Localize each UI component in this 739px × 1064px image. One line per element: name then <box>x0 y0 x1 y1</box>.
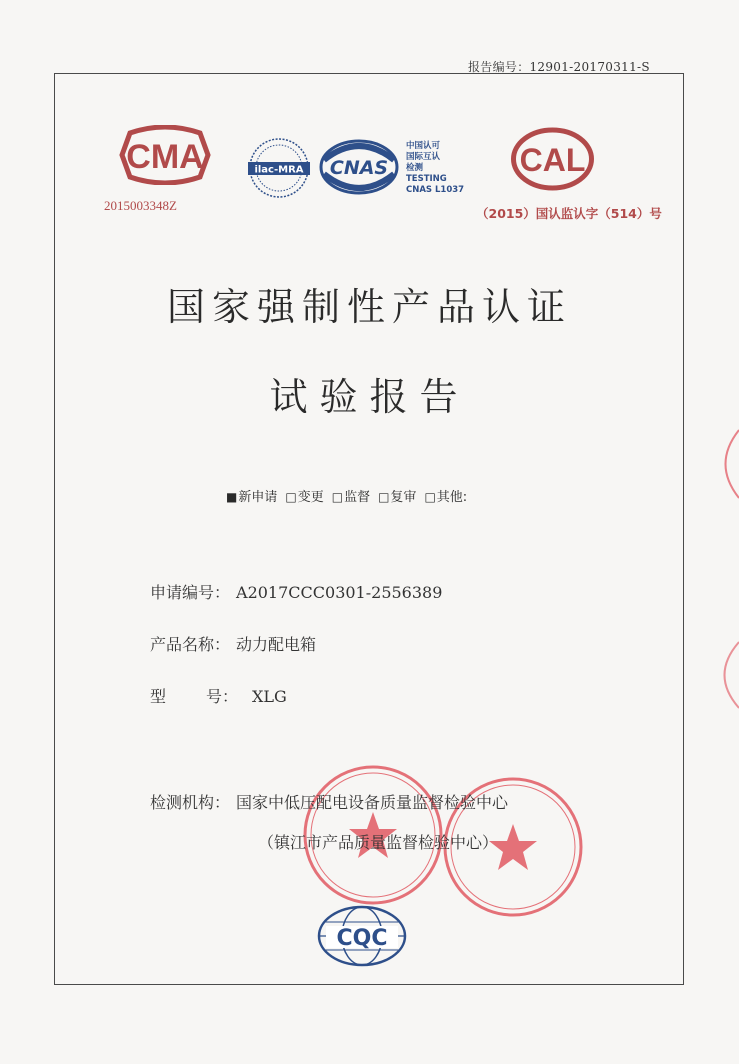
testing-lab-value: 国家中低压配电设备质量监督检验中心 <box>236 793 509 812</box>
cma-code: 2015003348Z <box>104 198 177 213</box>
option-other[interactable] <box>424 486 467 505</box>
option-label: 变更 <box>297 490 324 505</box>
ilac-mra-logo <box>244 136 314 200</box>
testing-lab-field <box>150 790 508 813</box>
application-number-field <box>150 580 442 603</box>
cnas-caption-line: TESTING <box>406 174 447 184</box>
model-field <box>150 684 287 707</box>
cnas-caption-line: 国际互认 <box>406 152 441 162</box>
checkbox-checked-icon: ■ <box>226 490 238 504</box>
checkbox-empty-icon: □ <box>331 490 344 504</box>
checkbox-empty-icon: □ <box>424 490 436 504</box>
cnas-logo-text: CNAS <box>329 157 389 179</box>
cma-logo <box>110 125 220 185</box>
product-name-label: 产品名称： <box>150 635 231 654</box>
cal-logo-text: CAL <box>519 142 586 178</box>
product-name-value: 动力配电箱 <box>236 635 317 654</box>
option-review[interactable] <box>378 486 416 505</box>
model-label <box>150 684 238 707</box>
model-label-part: 型 <box>150 687 167 706</box>
option-label: 监督 <box>344 490 371 505</box>
report-title-line1: 国家强制性产品认证 <box>166 285 572 329</box>
checkbox-empty-icon: □ <box>378 490 390 504</box>
option-change[interactable] <box>285 486 323 505</box>
cqc-logo <box>316 904 408 968</box>
report-type-options <box>226 486 467 505</box>
edge-stamp-fragment <box>706 428 739 500</box>
application-number-value: A2017CCC0301-2556389 <box>236 583 443 602</box>
model-value: XLG <box>252 687 287 706</box>
report-number: 报告编号：12901-20170311-S <box>468 60 650 74</box>
cnas-caption-line: 中国认可 <box>406 141 441 151</box>
cnas-caption <box>406 141 464 196</box>
option-label: 复审 <box>390 490 417 505</box>
cal-logo <box>510 126 595 192</box>
cnas-logo <box>318 138 400 196</box>
option-label: 新申请 <box>238 490 278 505</box>
report-title-line2: 试验报告 <box>269 375 470 419</box>
option-new-application[interactable] <box>226 486 277 505</box>
cnas-caption-line: 检测 <box>406 163 424 173</box>
testing-lab-label: 检测机构： <box>150 793 231 812</box>
checkbox-empty-icon: □ <box>285 490 297 504</box>
application-number-label: 申请编号： <box>150 583 231 602</box>
product-name-field <box>150 632 316 655</box>
cma-logo-text: CMA <box>126 138 204 176</box>
cnas-caption-line: CNAS L1037 <box>406 185 465 195</box>
model-label-part: 号： <box>206 687 239 706</box>
option-label: 其他: <box>436 490 468 505</box>
option-supervision[interactable] <box>332 486 370 505</box>
edge-stamp-fragment <box>704 640 739 710</box>
ilac-logo-text: ilac-MRA <box>254 164 304 176</box>
cal-code: （2015）国认监认字（514）号 <box>476 206 662 221</box>
testing-lab-subtitle: （镇江市产品质量监督检验中心） <box>258 833 499 852</box>
cqc-logo-text: CQC <box>336 926 388 951</box>
